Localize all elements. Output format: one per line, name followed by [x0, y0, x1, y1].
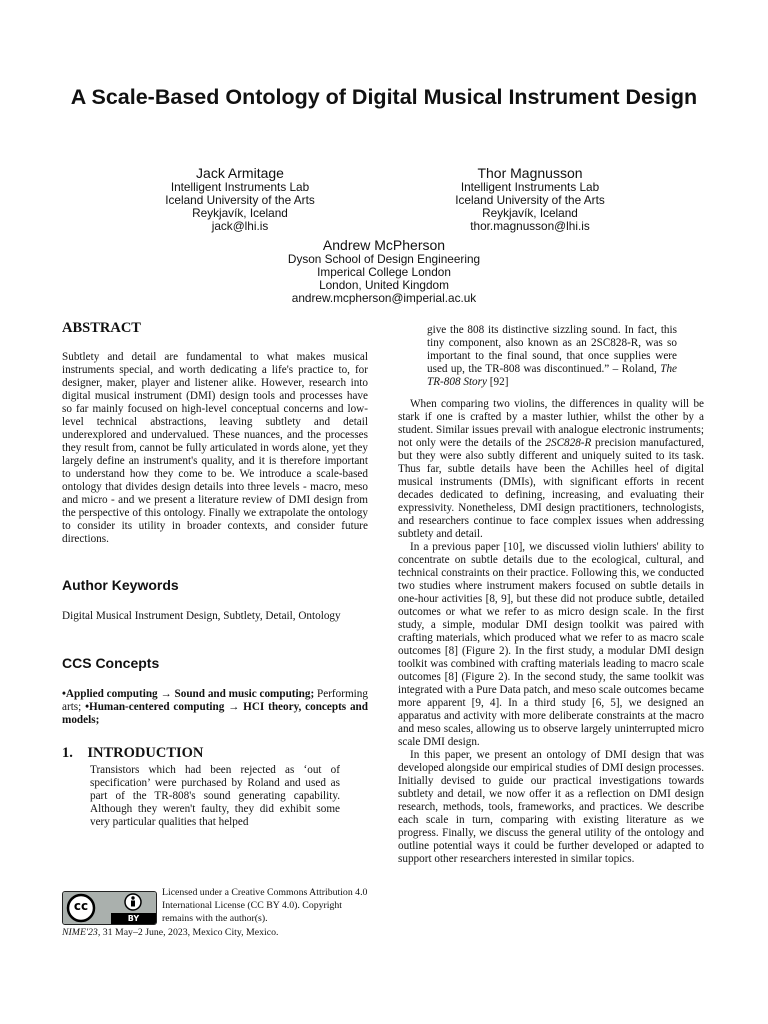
author-affiliation: Intelligent Instruments Lab: [460, 180, 600, 194]
author-location: Reykjavík, Iceland: [482, 206, 578, 220]
intro-paragraph-1b: precision manufactured, but they were also subtly different and uniquely suited to its task. Thus far, subtle details have been the Achilles heel of digital musical instruments (DMIs), with significant efforts in recent decades dedicated to defining, increasing, and evaluating their expressivity. Nonetheless, DMI design practitioners, technologists, and researchers continue to face complex issues when addressing subtlety and detail.: [398, 437, 704, 540]
venue-line: [62, 926, 278, 939]
ccs-item-1-rest: Performing arts;: [62, 688, 368, 713]
abstract-heading: ABSTRACT: [62, 320, 141, 336]
abstract-body: [62, 351, 368, 546]
author-name: Jack Armitage: [196, 165, 284, 181]
author-affiliation: Intelligent Instruments Lab: [170, 180, 310, 194]
intro-heading: 1. INTRODUCTION: [62, 745, 204, 761]
author-institution: Imperical College London: [317, 265, 451, 279]
intro-paragraph-3: In this paper, we present an ontology of DMI design that was developed alongside our empirical studies of DMI design processes. Initially devised to guide our practical investigations towards subtlety and detail, we now offer it as a reflection on DMI design research, methods, tools, frameworks, and practices. We describe each scale in turn, comparing with existing literature as we progress. Finally, we discuss the general utility of the ontology and outline potential ways it could be further developed or adapted to support other researchers interested in similar topics.: [398, 749, 704, 865]
cc-label: cc: [73, 899, 89, 913]
author-email: thor.magnusson@lhi.is: [470, 219, 590, 233]
keywords-heading: Author Keywords: [62, 577, 179, 593]
intro-paragraph-1a: When comparing two violins, the differences in quality will be stark if one is crafted by a master luthier, whilst the other by a student. Similar issues prevail with analogue electronic instruments; not only were the details of the: [398, 398, 704, 449]
quote-text-left: Transistors which had been rejected as ‘out of specification’ were purchased by Roland and used as part of the TR-808's sound generating capability. Although they weren't faulty, they did exhibit some very particular qualities that helped: [90, 764, 340, 828]
by-label: BY: [127, 914, 140, 923]
author-block-2: [415, 165, 645, 233]
component-name: 2SC828-R: [545, 437, 592, 449]
venue-name: NIME'23,: [62, 927, 101, 938]
cc-by-badge: [62, 891, 157, 925]
ccs-item-1: •Applied computing → Sound and music computing;: [62, 688, 315, 700]
ccs-heading: CCS Concepts: [62, 655, 160, 671]
abstract-text: Subtlety and detail are fundamental to what makes musical instruments special, and worth dedicating a life's practice to, for designer, maker, player and listener alike. However, research into digital musical instrument (DMI) design tools and processes have so far mainly focused on high-level conceptual concerns and low-level technical abstractions, leaving subtlety and detail underexplored and undervalued. These nuances, and the processes they result from, cannot be fully articulated in words alone, yet they largely define an instrument's quality, and it is therefore important to understand how they come to be. We introduce a scale-based ontology that divides design details into three levels - macro, meso and micro - and we present a literature review of DMI design from the perspective of this ontology. Finally we extrapolate the ontology to consider its utility in broader contexts, and consider future directions.: [62, 351, 368, 545]
intro-body: [398, 398, 704, 866]
paper-title: A Scale-Based Ontology of Digital Musical Instrument Design: [70, 85, 698, 109]
author-email: andrew.mcpherson@imperial.ac.uk: [291, 291, 477, 305]
quote-source: The TR-808 Story: [427, 363, 677, 388]
license-text: Licensed under a Creative Commons Attribution 4.0 International License (CC BY 4.0). Copyright remains with the author(s).: [162, 887, 368, 924]
intro-quote-right: [427, 324, 677, 389]
ccs-text: [62, 688, 368, 727]
ccs-item-2: •Human-centered computing → HCI theory, concepts and models;: [62, 701, 368, 726]
ccs-body: [62, 688, 368, 727]
author-email: jack@lhi.is: [211, 219, 269, 233]
author-institution: Iceland University of the Arts: [165, 193, 315, 207]
author-block-3: [264, 237, 504, 305]
intro-paragraph-2: In a previous paper [10], we discussed violin luthiers' ability to concentrate on subtle details due to the ecological, cultural, and technical constraints on their practice. Following this, we conducted two studies where instrument makers focused on subtle details in one-hour activities [8, 9], but these did not produce subtle, detailed outcomes or what we refer to as micro design scale. In the first study, a simple, modular DMI design toolkit was paired with crafting materials, which produced what we refer to as macro scale outcomes [8] (Figure 2). In the first study, a modular DMI design toolkit was combined with crafting materials leading to macro scale outcomes [8] (Figure 2). In the second study, the same toolkit was integrated with a Pure Data patch, and meso scale outcomes became more apparent [9, 4]. In a third study [6, 5], we designed an apparatus and activity with more deliberate constraints at the macro and meso scales, allowing us to observe largely uninterrupted micro scale DMI design.: [398, 541, 704, 748]
author-location: Reykjavík, Iceland: [192, 206, 288, 220]
intro-quote-left: [90, 764, 340, 829]
author-affiliation: Dyson School of Design Engineering: [287, 252, 481, 266]
quote-continuation: give the 808 its distinctive sizzling sound. In fact, this tiny component, also known as an 2SC828-R, was so important to the final sound, that once supplies were used up, the TR-808 was discontinued.” – Roland,: [427, 324, 677, 375]
author-location: London, United Kingdom: [319, 278, 449, 292]
author-block-1: [140, 165, 340, 233]
intro-paragraph-1: [398, 398, 704, 541]
venue-details: 31 May–2 June, 2023, Mexico City, Mexico.: [100, 927, 279, 938]
author-institution: Iceland University of the Arts: [455, 193, 605, 207]
quote-text-right: [427, 324, 677, 389]
keywords-text: Digital Musical Instrument Design, Subtlety, Detail, Ontology: [62, 610, 341, 622]
keywords-body: [62, 610, 368, 623]
author-name: Andrew McPherson: [322, 237, 446, 253]
author-name: Thor Magnusson: [477, 165, 583, 181]
quote-ref: [92]: [486, 376, 509, 388]
